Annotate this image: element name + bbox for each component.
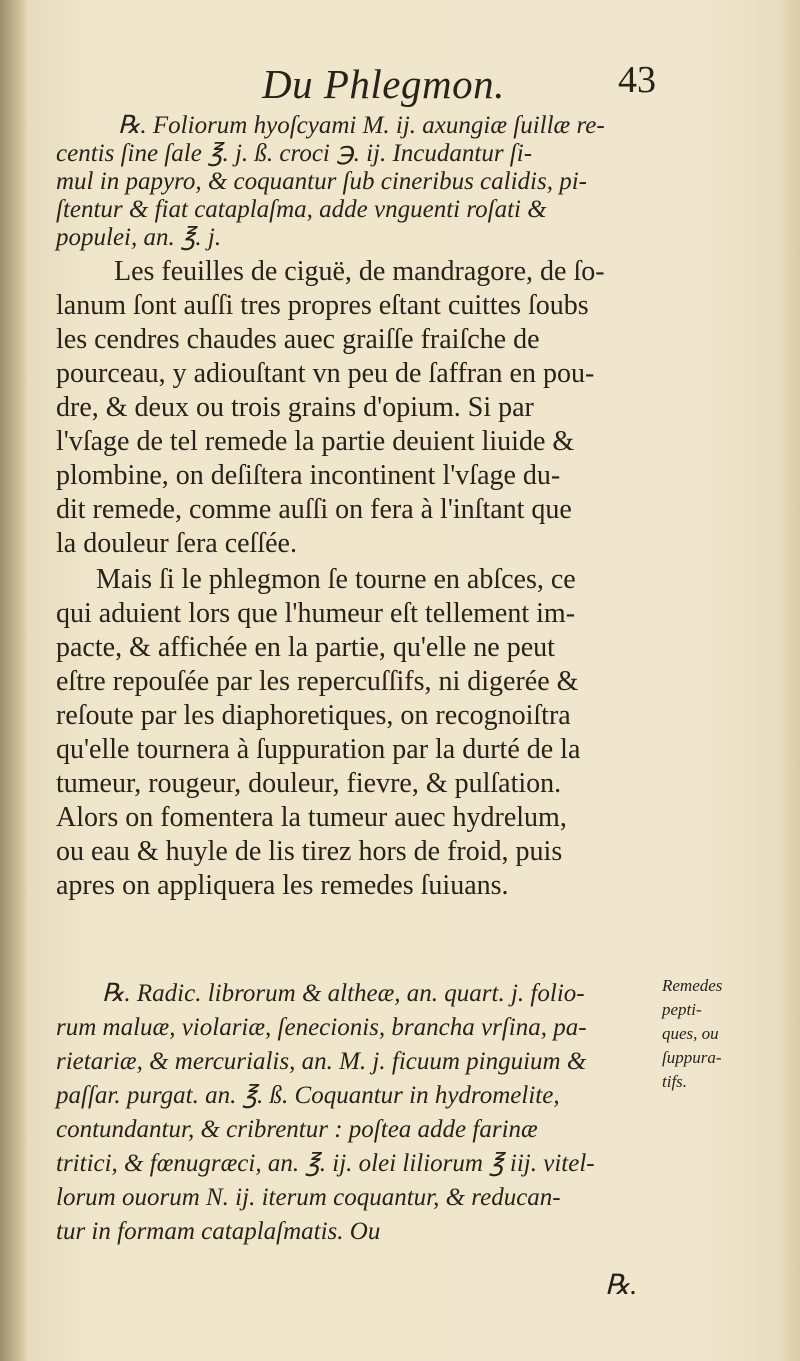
text-line: rietariæ, & mercurialis, an. M. j. ficuum pinguium & bbox=[56, 1048, 587, 1075]
page-header bbox=[0, 48, 800, 108]
text-line: dre, & deux ou trois grains d'opium. Si par bbox=[56, 392, 534, 423]
binding-gutter bbox=[0, 0, 28, 1361]
text-line: ℞. Foliorum hyoſcyami M. ij. axungiæ ſuillæ re- bbox=[118, 112, 605, 139]
running-title: Du Phlegmon. bbox=[262, 61, 505, 107]
text-line: rum maluæ, violariæ, ſenecionis, brancha vrſina, pa- bbox=[56, 1014, 587, 1041]
margin-note-line: tifs. bbox=[662, 1072, 688, 1091]
text-line: plombine, on deſiſtera incontinent l'vſage du- bbox=[56, 460, 561, 491]
text-line: populei, an. ℥. j. bbox=[56, 224, 222, 251]
text-line: ℞. Radic. librorum & altheæ, an. quart. j. folio- bbox=[102, 980, 585, 1007]
text-line: apres on appliquera les remedes ſuiuans. bbox=[56, 870, 509, 901]
text-line: qui aduient lors que l'humeur eſt tellement im- bbox=[56, 598, 576, 629]
text-line: lanum ſont auſſi tres propres eſtant cuittes ſoubs bbox=[56, 290, 589, 321]
text-line: ſtentur & fiat cataplaſma, adde vnguenti roſati & bbox=[56, 196, 547, 223]
text-line: mul in papyro, & coquantur ſub cineribus calidis, pi- bbox=[56, 168, 587, 195]
text-line: la douleur ſera ceſſée. bbox=[56, 528, 297, 559]
text-line: les cendres chaudes auec graiſſe fraiſche de bbox=[56, 324, 540, 355]
text-line: reſoute par les diaphoretiques, on recognoiſtra bbox=[56, 700, 571, 731]
margin-note-line: pepti- bbox=[662, 1000, 702, 1019]
text-line: pacte, & affichée en la partie, qu'elle ne peut bbox=[56, 632, 555, 663]
text-line: Mais ſi le phlegmon ſe tourne en abſces, ce bbox=[96, 564, 576, 595]
catchword: ℞. bbox=[605, 1270, 638, 1301]
page-number: 43 bbox=[618, 59, 656, 101]
text-line: pourceau, y adiouſtant vn peu de ſaffran en pou- bbox=[56, 358, 595, 389]
text-line: dit remede, comme auſſi on fera à l'inſtant que bbox=[56, 494, 572, 525]
text-line: qu'elle tournera à ſuppuration par la durté de la bbox=[56, 734, 581, 765]
text-line: Les feuilles de ciguë, de mandragore, de ſo- bbox=[114, 256, 605, 287]
text-line: paſſar. purgat. an. ℥. ß. Coquantur in hydromelite, bbox=[56, 1082, 560, 1109]
margin-note-line: ques, ou bbox=[662, 1024, 719, 1043]
text-line: tritici, & fœnugræci, an. ℥. ij. olei liliorum ℥ iij. vitel- bbox=[56, 1150, 595, 1177]
margin-note-line: ſuppura- bbox=[662, 1048, 722, 1067]
text-line: centis ſine ſale ℥. j. ß. croci ℈. ij. Incudantur ſi- bbox=[56, 140, 533, 167]
text-line: Alors on fomentera la tumeur auec hydrelum, bbox=[56, 802, 567, 833]
margin-note bbox=[662, 974, 796, 1094]
text-line: ou eau & huyle de lis tirez hors de froid, puis bbox=[56, 836, 563, 867]
text-line: tur in formam cataplaſmatis. Ou bbox=[56, 1218, 381, 1245]
text-line: tumeur, rougeur, douleur, fievre, & pulſation. bbox=[56, 768, 562, 799]
text-line: eſtre repouſée par les repercuſſifs, ni digerée & bbox=[56, 666, 579, 697]
text-line: l'vſage de tel remede la partie deuient liuide & bbox=[56, 426, 575, 457]
text-line: lorum ouorum N. ij. iterum coquantur, & reducan- bbox=[56, 1184, 561, 1211]
text-line: contundantur, & cribrentur : poſtea adde farinæ bbox=[56, 1116, 538, 1143]
margin-note-line: Remedes bbox=[662, 976, 723, 995]
